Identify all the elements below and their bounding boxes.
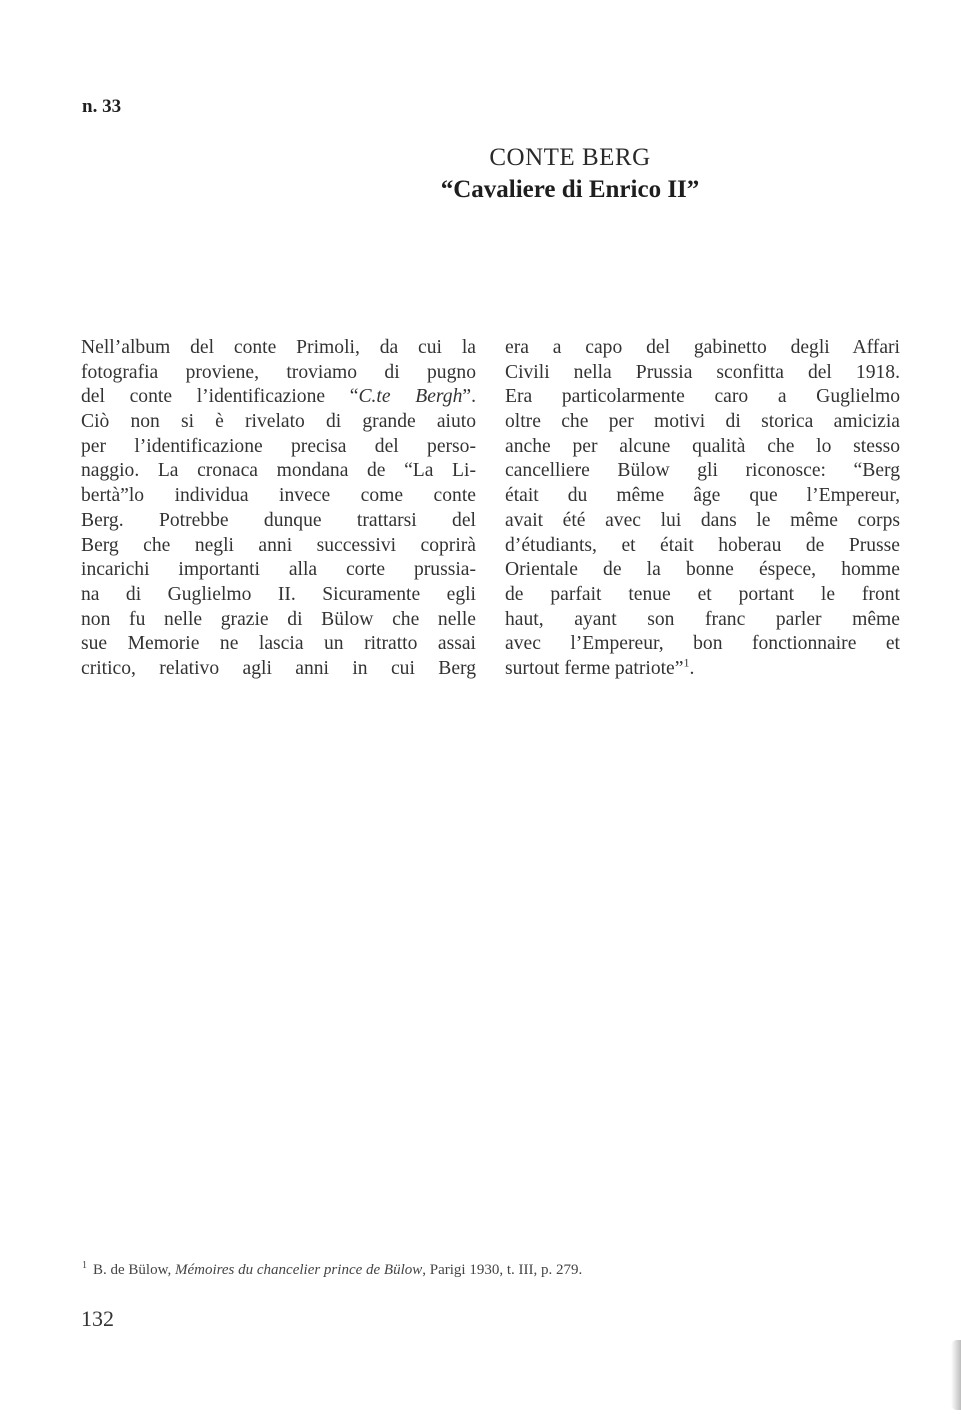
text-line: era a capo del gabinetto degli Affari [505, 337, 900, 358]
text-fragment: ”. [462, 386, 476, 408]
italic-handwritten-note: C.te Bergh [358, 386, 463, 408]
text-line: Civili nella Prussia sconfitta del 1918. [505, 361, 900, 383]
page-number: 132 [81, 1306, 114, 1331]
title-name: CONTE BERG [489, 144, 651, 171]
left-text-column [81, 336, 476, 682]
entry-number: n. 33 [82, 96, 122, 117]
page-edge-shadow [951, 1340, 961, 1410]
text-line: anche per alcune qualità che lo stesso [505, 435, 900, 457]
title-block [280, 142, 860, 206]
text-line: non fu nelle grazie di Bülow che nelle [81, 608, 476, 630]
text-line: haut, ayant son franc parler même [505, 608, 900, 630]
footnote [82, 1262, 582, 1279]
text-line: Nell’album del conte Primoli, da cui la [81, 337, 476, 358]
footnote-citation: , Parigi 1930, t. III, p. 279. [422, 1262, 583, 1278]
footnote-book-title: Mémoires du chancelier prince de Bülow [174, 1262, 423, 1278]
text-line: avec l’Empereur, bon fonctionnaire et [505, 633, 900, 655]
text-line: de parfait tenue et portant le front [505, 583, 900, 605]
text-line: avait été avec lui dans le même corps [505, 509, 900, 531]
title-subtitle: “Cavaliere di Enrico II” [440, 176, 700, 203]
footnote-author: B. de Bülow, [93, 1262, 175, 1278]
footnote-marker: 1 [82, 1260, 87, 1271]
text-line: fotografia proviene, troviamo di pugno [81, 361, 476, 383]
text-line: bertà”lo individua invece come conte [81, 485, 476, 507]
text-line [505, 657, 900, 682]
text-line: Era particolarmente caro a Guglielmo [505, 386, 900, 408]
text-line: Orientale de la bonne éspece, homme [505, 559, 900, 581]
right-text-column [505, 336, 900, 682]
text-line: Berg che negli anni successivi coprirà [81, 534, 476, 556]
text-line: sue Memorie ne lascia un ritratto assai [81, 633, 476, 655]
text-line: per l’identificazione precisa del perso- [81, 435, 476, 457]
text-line: incarichi importanti alla corte prussia- [81, 559, 476, 581]
text-line: était du même âge que l’Empereur, [505, 485, 900, 507]
text-line: Ciò non si è rivelato di grande aiuto [81, 411, 476, 433]
text-line: na di Guglielmo II. Sicuramente egli [81, 583, 476, 605]
text-line [81, 385, 476, 410]
text-line: naggio. La cronaca mondana de “La Li- [81, 460, 476, 482]
text-fragment: del conte l’identificazione “ [81, 386, 359, 408]
text-line: d’étudiants, et était hoberau de Prusse [505, 534, 900, 556]
text-line: cancelliere Bülow gli riconosce: “Berg [505, 460, 900, 482]
text-line: Berg. Potrebbe dunque trattarsi del [81, 509, 476, 531]
text-line: critico, relativo agli anni in cui Berg [81, 657, 476, 679]
text-line: oltre che per motivi di storica amicizia [505, 411, 900, 433]
text-fragment: . [689, 657, 695, 679]
text-fragment: surtout ferme patriote” [505, 657, 684, 679]
footnote-reference[interactable]: 1 [683, 656, 690, 670]
